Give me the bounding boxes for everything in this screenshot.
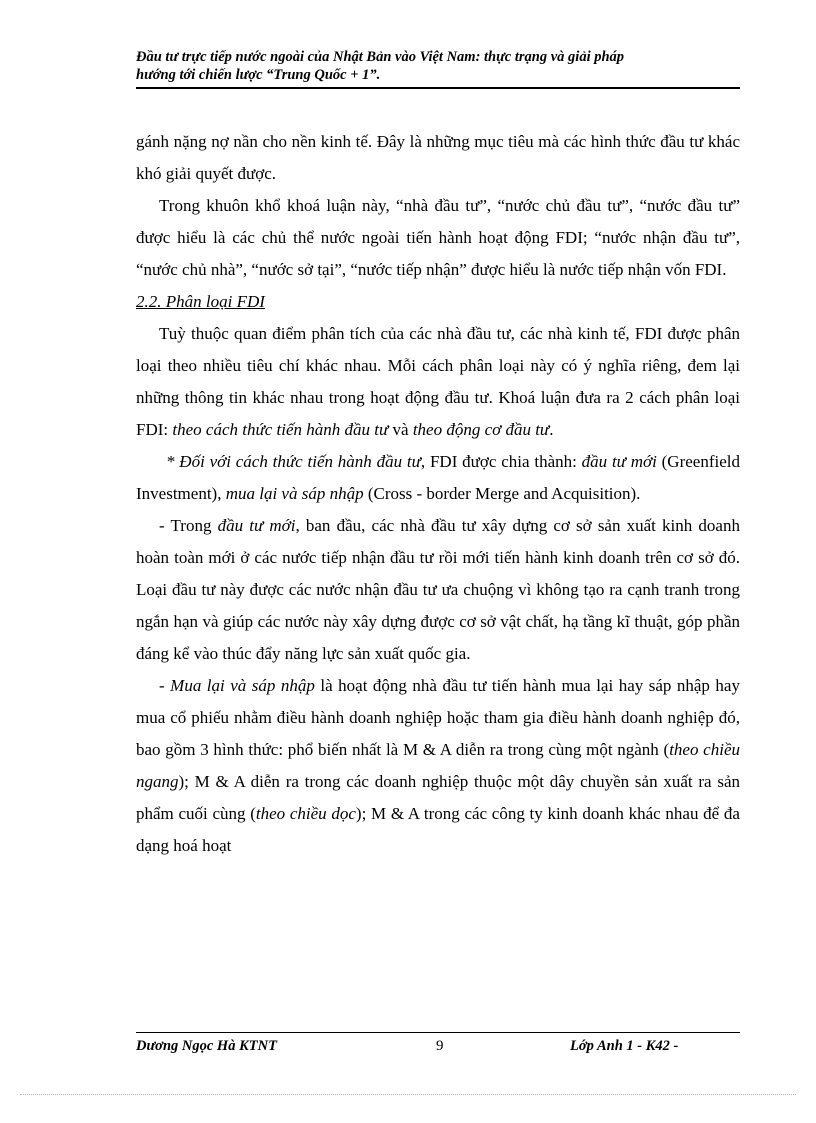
italic-text: đầu tư mới xyxy=(581,452,657,471)
header-title-line1: Đầu tư trực tiếp nước ngoài của Nhật Bản vào Việt Nam: thực trạng và giải pháp xyxy=(136,49,625,65)
paragraph xyxy=(136,318,740,446)
italic-text: đầu tư mới xyxy=(217,516,296,535)
text-run: - xyxy=(159,676,171,695)
footer-divider xyxy=(136,1032,740,1033)
paragraph xyxy=(136,446,740,510)
italic-text: mua lại và sáp nhập xyxy=(225,484,364,503)
text-run: (Cross - border Merge and Acquisition). xyxy=(363,484,641,503)
page-header xyxy=(136,48,740,89)
page-number: 9 xyxy=(436,1038,444,1054)
text-run: Tuỳ thuộc quan điểm phân tích của các nhà đầu tư, các nhà kinh tế, FDI được phân loại theo nhiều tiêu chí khác nhau. Mỗi cách phân loại này có ý nghĩa riêng, đem lại những thông tin khác nhau trong hoạt động đầu tư. Khoá luận đưa ra 2 cách phân loại FDI: xyxy=(136,324,740,439)
text-run: , ban đầu, các nhà đầu tư xây dựng cơ sở sản xuất kinh doanh hoàn toàn mới ở các nước tiếp nhận đầu tư rồi mới tiến hành kinh doanh trên cơ sở đó. Loại đầu tư này được các nước nhận đầu tư ưa chuộng vì không tạo ra cạnh tranh trong ngắn hạn và giúp các nước này xây dựng được cơ sở vật chất, hạ tầng kĩ thuật, góp phần đáng kể vào thúc đẩy năng lực sản xuất quốc gia. xyxy=(136,516,740,663)
italic-text: * Đối với cách thức tiến hành đầu tư xyxy=(166,452,421,471)
paragraph xyxy=(136,510,740,670)
footer-class: Lớp Anh 1 - K42 - xyxy=(570,1038,679,1054)
text-run: ); M & A diễn ra trong các doanh nghiệp thuộc một dây chuyền sản xuất ra sản phẩm cuối cùng ( xyxy=(136,772,740,823)
footer-author: Dương Ngọc Hà KTNT xyxy=(136,1038,277,1054)
text-run: là hoạt động nhà đầu tư tiến hành mua lại hay sáp nhập hay mua cổ phiếu nhằm điều hành doanh nghiệp hoặc tham gia điều hành doanh nghiệp đó, bao gồm 3 hình thức: phổ biến nhất là M & A diễn ra trong cùng một ngành ( xyxy=(136,676,740,759)
text-run: - Trong xyxy=(159,516,218,535)
section-heading: 2.2. Phân loại FDI xyxy=(136,292,265,311)
paragraph: gánh nặng nợ nần cho nền kinh tế. Đây là những mục tiêu mà các hình thức đầu tư khác khó giải quyết được. xyxy=(136,132,740,183)
page-boundary xyxy=(20,1094,796,1095)
text-run: , FDI được chia thành: xyxy=(420,452,582,471)
italic-text: Mua lại và sáp nhập xyxy=(170,676,315,695)
document-body xyxy=(136,126,740,862)
paragraph xyxy=(136,670,740,862)
italic-text: theo cách thức tiến hành đầu tư xyxy=(172,420,389,439)
text-run: (Greenfield Investment), xyxy=(136,452,740,503)
italic-text: theo động cơ đầu tư xyxy=(412,420,550,439)
text-run: . xyxy=(549,420,554,439)
text-run: và xyxy=(388,420,413,439)
paragraph: Trong khuôn khổ khoá luận này, “nhà đầu tư”, “nước chủ đầu tư”, “nước đầu tư” được hiểu là các chủ thể nước ngoài tiến hành hoạt động FDI; “nước nhận đầu tư”, “nước chủ nhà”, “nước sở tại”, “nước tiếp nhận” được hiểu là nước tiếp nhận vốn FDI. xyxy=(136,196,740,279)
text-run: ); M & A trong các công ty kinh doanh khác nhau để đa dạng hoá hoạt xyxy=(136,804,740,855)
italic-text: theo chiều dọc xyxy=(255,804,356,823)
header-title-line2: hướng tới chiến lược “Trung Quốc + 1”. xyxy=(136,67,381,83)
italic-text: theo chiều ngang xyxy=(136,740,740,791)
